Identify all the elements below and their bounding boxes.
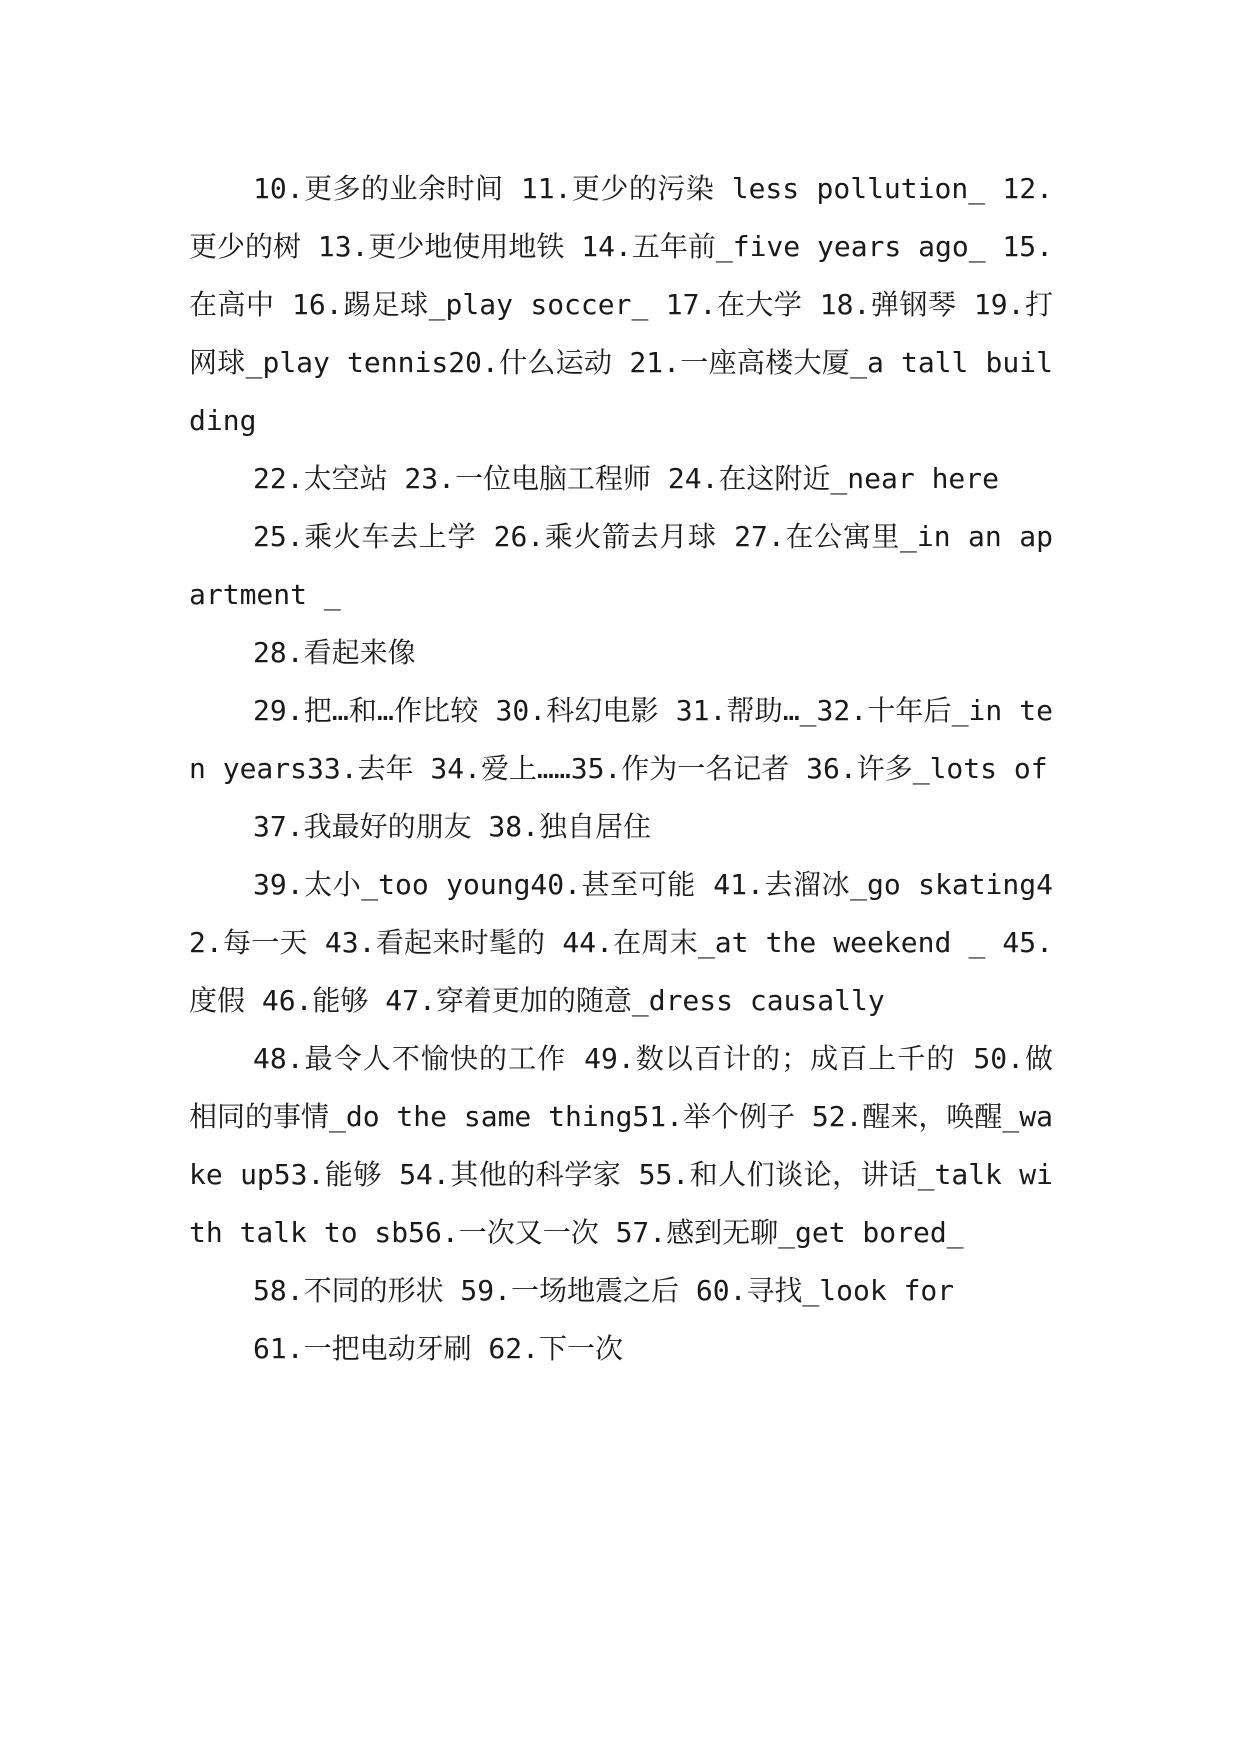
paragraph: 39.太小_too young40.甚至可能 41.去溜冰_go skating42.每一天 43.看起来时髦的 44.在周末_at the weekend _ 45.度假 46.能够 47.穿着更加的随意_dress causally xyxy=(189,868,1053,1017)
paragraph: 29.把…和…作比较 30.科幻电影 31.帮助…_32.十年后_in ten years33.去年 34.爱上……35.作为一名记者 36.许多_lots of xyxy=(189,694,1053,785)
paragraph: 25.乘火车去上学 26.乘火箭去月球 27.在公寓里_in an apartment _ xyxy=(189,520,1053,611)
paragraph: 10.更多的业余时间 11.更少的污染 less pollution_ 12.更少的树 13.更少地使用地铁 14.五年前_five years ago_ 15.在高中 16.踢足球_play soccer_ 17.在大学 18.弹钢琴 19.打网球_play tennis20.什么运动 21.一座高楼大厦_a tall building xyxy=(189,172,1054,437)
document-body xyxy=(189,160,1053,1378)
paragraph: 28.看起来像 xyxy=(253,636,416,669)
paragraph: 22.太空站 23.一位电脑工程师 24.在这附近_near here xyxy=(253,462,1000,495)
paragraph: 37.我最好的朋友 38.独自居住 xyxy=(253,810,652,843)
paragraph: 61.一把电动牙刷 62.下一次 xyxy=(253,1332,624,1365)
paragraph: 58.不同的形状 59.一场地震之后 60.寻找_look for xyxy=(253,1274,955,1307)
paragraph: 48.最令人不愉快的工作 49.数以百计的；成百上千的 50.做相同的事情_do the same thing51.举个例子 52.醒来，唤醒_wake up53.能够 54.其他的科学家 55.和人们谈论，讲话_talk with talk to sb56.一次又一次 57.感到无聊_get bored_ xyxy=(189,1042,1054,1249)
